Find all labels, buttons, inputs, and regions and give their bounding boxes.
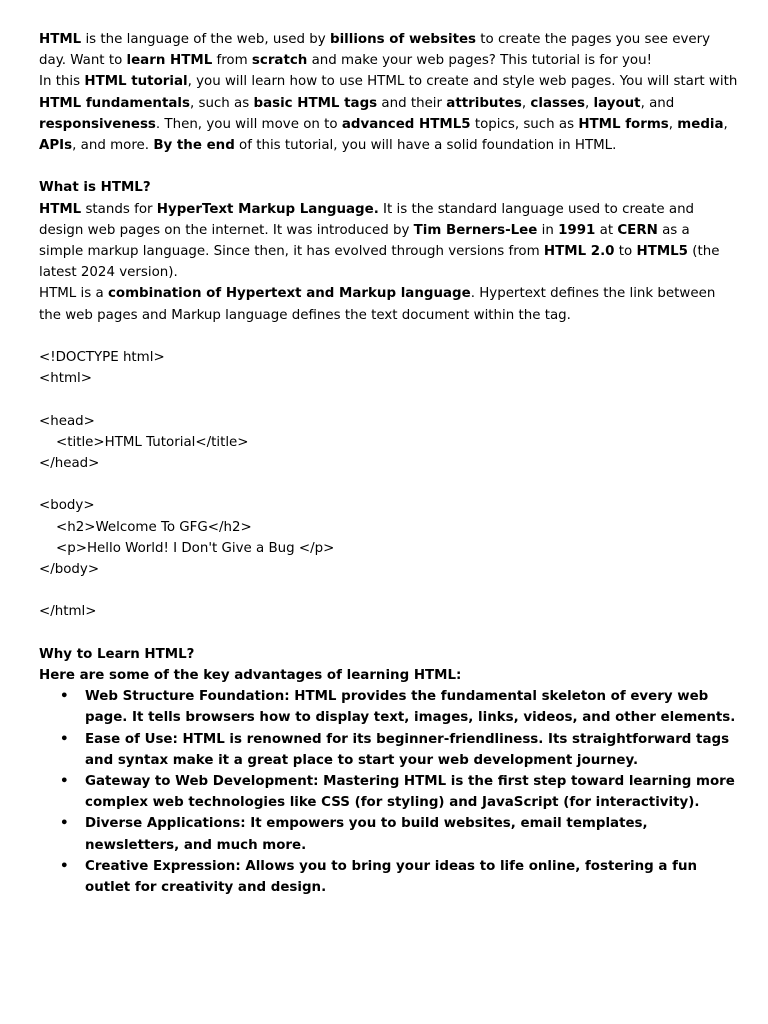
bold-run: HTML tutorial bbox=[84, 74, 188, 90]
code-line-html-open: <html> bbox=[39, 371, 92, 387]
spacer bbox=[39, 156, 738, 177]
code-line-h2: <h2>Welcome To GFG</h2> bbox=[56, 519, 252, 535]
code-line-body-open: <body> bbox=[39, 498, 95, 514]
bold-run: HTML forms bbox=[578, 116, 669, 132]
bold-run: billions of websites bbox=[329, 32, 477, 47]
bullet-icon: • bbox=[60, 858, 69, 874]
bold-run: CERN bbox=[617, 222, 658, 238]
list-item bbox=[39, 856, 738, 898]
what-is-html-heading: What is HTML? bbox=[39, 180, 151, 196]
bold-run: advanced HTML5 bbox=[341, 116, 471, 132]
spacer bbox=[39, 623, 738, 644]
bold-run: APIs bbox=[39, 138, 73, 154]
bold-run: responsiveness bbox=[39, 116, 156, 132]
bullet-icon: • bbox=[60, 774, 69, 790]
code-line-head-close: </head> bbox=[39, 456, 100, 472]
list-item-text: Ease of Use: HTML is renowned for its beginner-friendliness. Its straightforward tags and syntax make it a great place to start your web development journey. bbox=[85, 731, 730, 768]
list-item-text: Diverse Applications: It empowers you to build websites, email templates, newsletters, and much more. bbox=[85, 816, 648, 853]
bold-run: layout bbox=[593, 95, 641, 111]
list-item bbox=[39, 813, 738, 855]
code-line-p: <p>Hello World! I Don't Give a Bug </p> bbox=[56, 540, 335, 556]
list-item-text: Creative Expression: Allows you to bring your ideas to life online, fostering a fun outlet for creativity and design. bbox=[85, 858, 698, 896]
code-line-html-close: </html> bbox=[39, 604, 97, 620]
code-line-head-open: <head> bbox=[39, 413, 95, 429]
bullet-icon: • bbox=[60, 689, 69, 705]
bold-run: HTML bbox=[39, 201, 82, 217]
bold-run: learn HTML bbox=[126, 53, 213, 69]
bold-run: scratch bbox=[251, 53, 308, 69]
bold-run: Tim Berners-Lee bbox=[413, 222, 538, 238]
why-learn-subheading: Here are some of the key advantages of learning HTML: bbox=[39, 668, 462, 683]
bullet-icon: • bbox=[60, 816, 69, 832]
list-item bbox=[39, 771, 738, 813]
list-item bbox=[39, 686, 738, 728]
list-item-text: Web Structure Foundation: HTML provides the fundamental skeleton of every web page. It tells browsers how to display text, images, links, videos, and other elements. bbox=[85, 689, 736, 726]
intro-paragraph-2: In this HTML tutorial, you will learn how to use HTML to create and style web pages. You will start with HTML fundamentals, such as basic HTML tags and their attributes, classes, layout, and responsiveness. Then, you will move on to advanced HTML5 topics, such as HTML forms, media, APIs, and more. By the end of this tutorial, you will have a solid foundation in HTML. bbox=[39, 74, 738, 154]
bold-run: By the end bbox=[153, 138, 235, 154]
bold-run: HTML bbox=[39, 32, 82, 47]
code-blank-line bbox=[39, 389, 738, 410]
intro-paragraph-1: HTML is the language of the web, used by billions of websites to create the pages you see every day. Want to learn HTML from scratch and make your web pages? This tutorial is for you! bbox=[39, 32, 711, 69]
bullet-icon: • bbox=[60, 731, 69, 747]
bold-run: attributes bbox=[446, 95, 522, 111]
code-line-title: <title>HTML Tutorial</title> bbox=[56, 434, 249, 450]
why-learn-heading: Why to Learn HTML? bbox=[39, 646, 195, 662]
bold-run: HTML 2.0 bbox=[543, 244, 615, 260]
what-is-html-paragraph-1: HTML stands for HyperText Markup Language. It is the standard language used to create and design web pages on the internet. It was introduced by Tim Berners-Lee in 1991 at CERN as a simple markup language. Since then, it has evolved through versions from HTML 2.0 to HTML5 (the latest 2024 version). bbox=[39, 201, 720, 281]
code-blank-line bbox=[39, 474, 738, 495]
code-line-doctype: <!DOCTYPE html> bbox=[39, 350, 165, 366]
spacer bbox=[39, 326, 738, 347]
bold-run: media bbox=[677, 116, 724, 132]
advantages-list bbox=[39, 686, 738, 898]
code-line-body-close: </body> bbox=[39, 562, 100, 578]
bold-run: HTML fundamentals bbox=[39, 95, 190, 111]
list-item bbox=[39, 729, 738, 771]
bold-run: HTML5 bbox=[636, 244, 689, 260]
bold-run: 1991 bbox=[558, 222, 596, 238]
bold-run: HyperText Markup Language. bbox=[156, 201, 379, 217]
code-example bbox=[39, 347, 738, 623]
list-item-text: Gateway to Web Development: Mastering HTML is the first step toward learning more complex web technologies like CSS (for styling) and JavaScript (for interactivity). bbox=[85, 774, 735, 811]
bold-run: classes bbox=[530, 95, 585, 111]
bold-run: combination of Hypertext and Markup language bbox=[107, 286, 471, 302]
what-is-html-paragraph-2: HTML is a combination of Hypertext and Markup language. Hypertext defines the link between the web pages and Markup language defines the text document within the tag. bbox=[39, 286, 716, 323]
bold-run: basic HTML tags bbox=[253, 95, 378, 111]
code-blank-line bbox=[39, 580, 738, 601]
